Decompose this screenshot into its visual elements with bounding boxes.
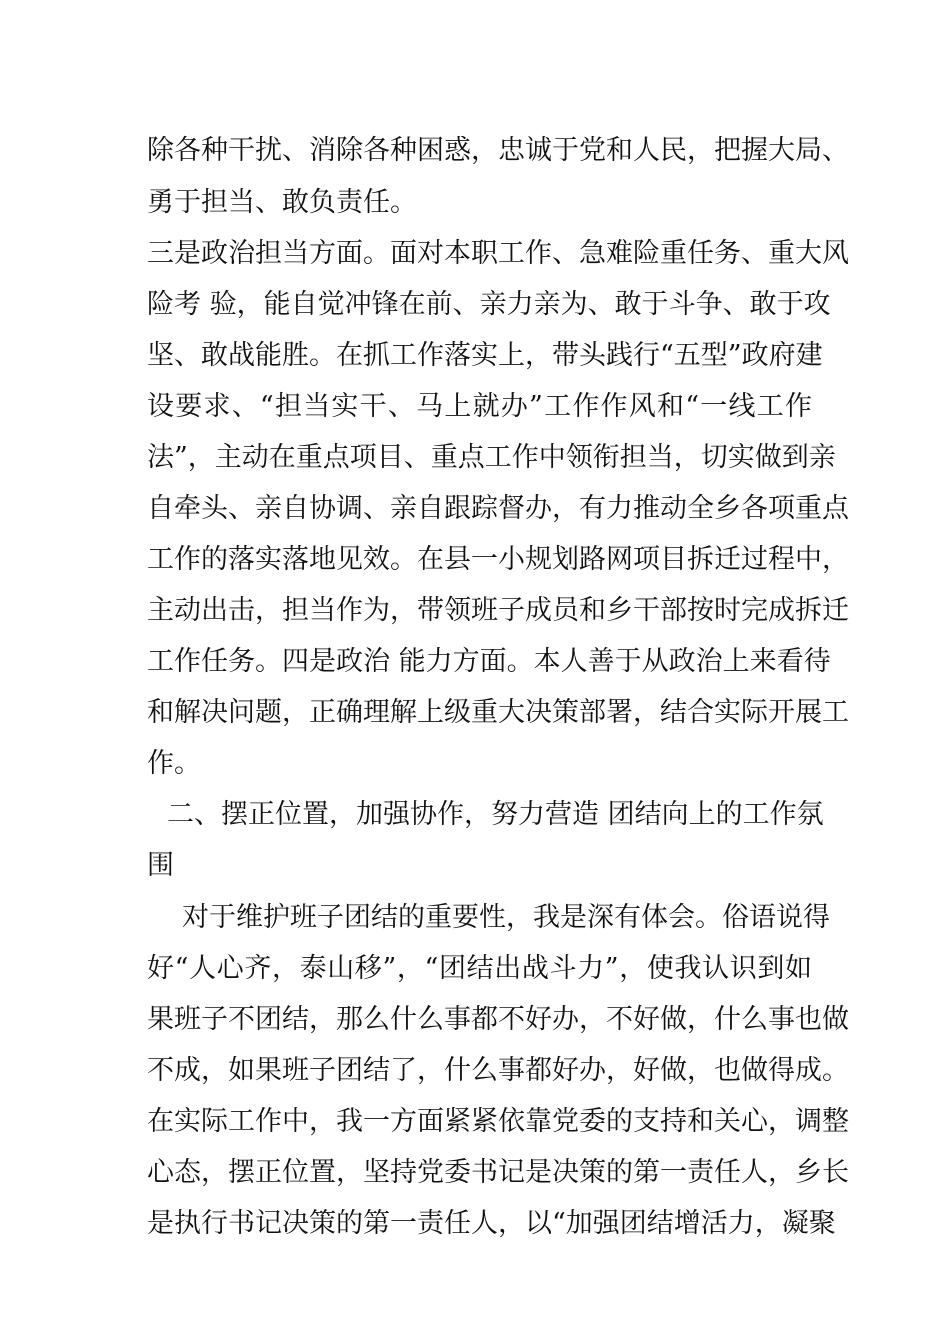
text-line: 工作任务。四是政治 能力方面。本人善于从政治上来看待	[147, 646, 831, 677]
text-line: 不成，如果班子团结了，什么事都好办，好做，也做得成。	[147, 1055, 849, 1086]
text-line: 设要求、“担当实干、马上就办”工作作风和“一线工作	[147, 391, 812, 422]
section-heading: 二、摆正位置，加强协作，努力营造 团结向上的工作氛	[167, 799, 824, 830]
text-line: 是执行书记决策的第一责任人，以“加强团结增活力，凝聚	[147, 1208, 836, 1239]
text-line: 险考 验，能自觉冲锋在前、亲力亲为、敢于斗争、敢于攻	[147, 289, 831, 320]
text-line: 三是政治担当方面。面对本职工作、急难险重任务、重大风	[147, 238, 849, 269]
text-line: 心态，摆正位置，坚持党委书记是决策的第一责任人，乡长	[147, 1157, 849, 1188]
text-line: 法”，主动在重点项目、重点工作中领衔担当，切实做到亲	[147, 442, 836, 473]
section-heading-continued: 围	[147, 850, 174, 881]
text-line: 作。	[147, 748, 201, 779]
text-line: 工作的落实落地见效。在县一小规划路网项目拆迁过程中，	[147, 544, 849, 575]
text-line: 主动出击，担当作为，带领班子成员和乡干部按时完成拆迁	[147, 595, 849, 626]
text-line: 果班子不团结，那么什么事都不好办，不好做，什么事也做	[147, 1004, 849, 1035]
text-line: 和解决问题，正确理解上级重大决策部署，结合实际开展工	[147, 697, 849, 728]
text-line: 自牵头、亲自协调、亲自跟踪督办，有力推动全乡各项重点	[147, 493, 849, 524]
text-line: 坚、敢战能胜。在抓工作落实上，带头践行“五型”政府建	[147, 340, 823, 371]
text-line: 好“人心齐，泰山移”，“团结出战斗力”，使我认识到如	[147, 953, 812, 984]
text-line: 除各种干扰、消除各种困惑，忠诚于党和人民，把握大局、	[147, 135, 849, 166]
text-line: 在实际工作中，我一方面紧紧依靠党委的支持和关心，调整	[147, 1106, 849, 1137]
text-line: 对于维护班子团结的重要性，我是深有体会。俗语说得	[182, 902, 830, 933]
text-line: 勇于担当、敢负责任。	[147, 187, 417, 218]
